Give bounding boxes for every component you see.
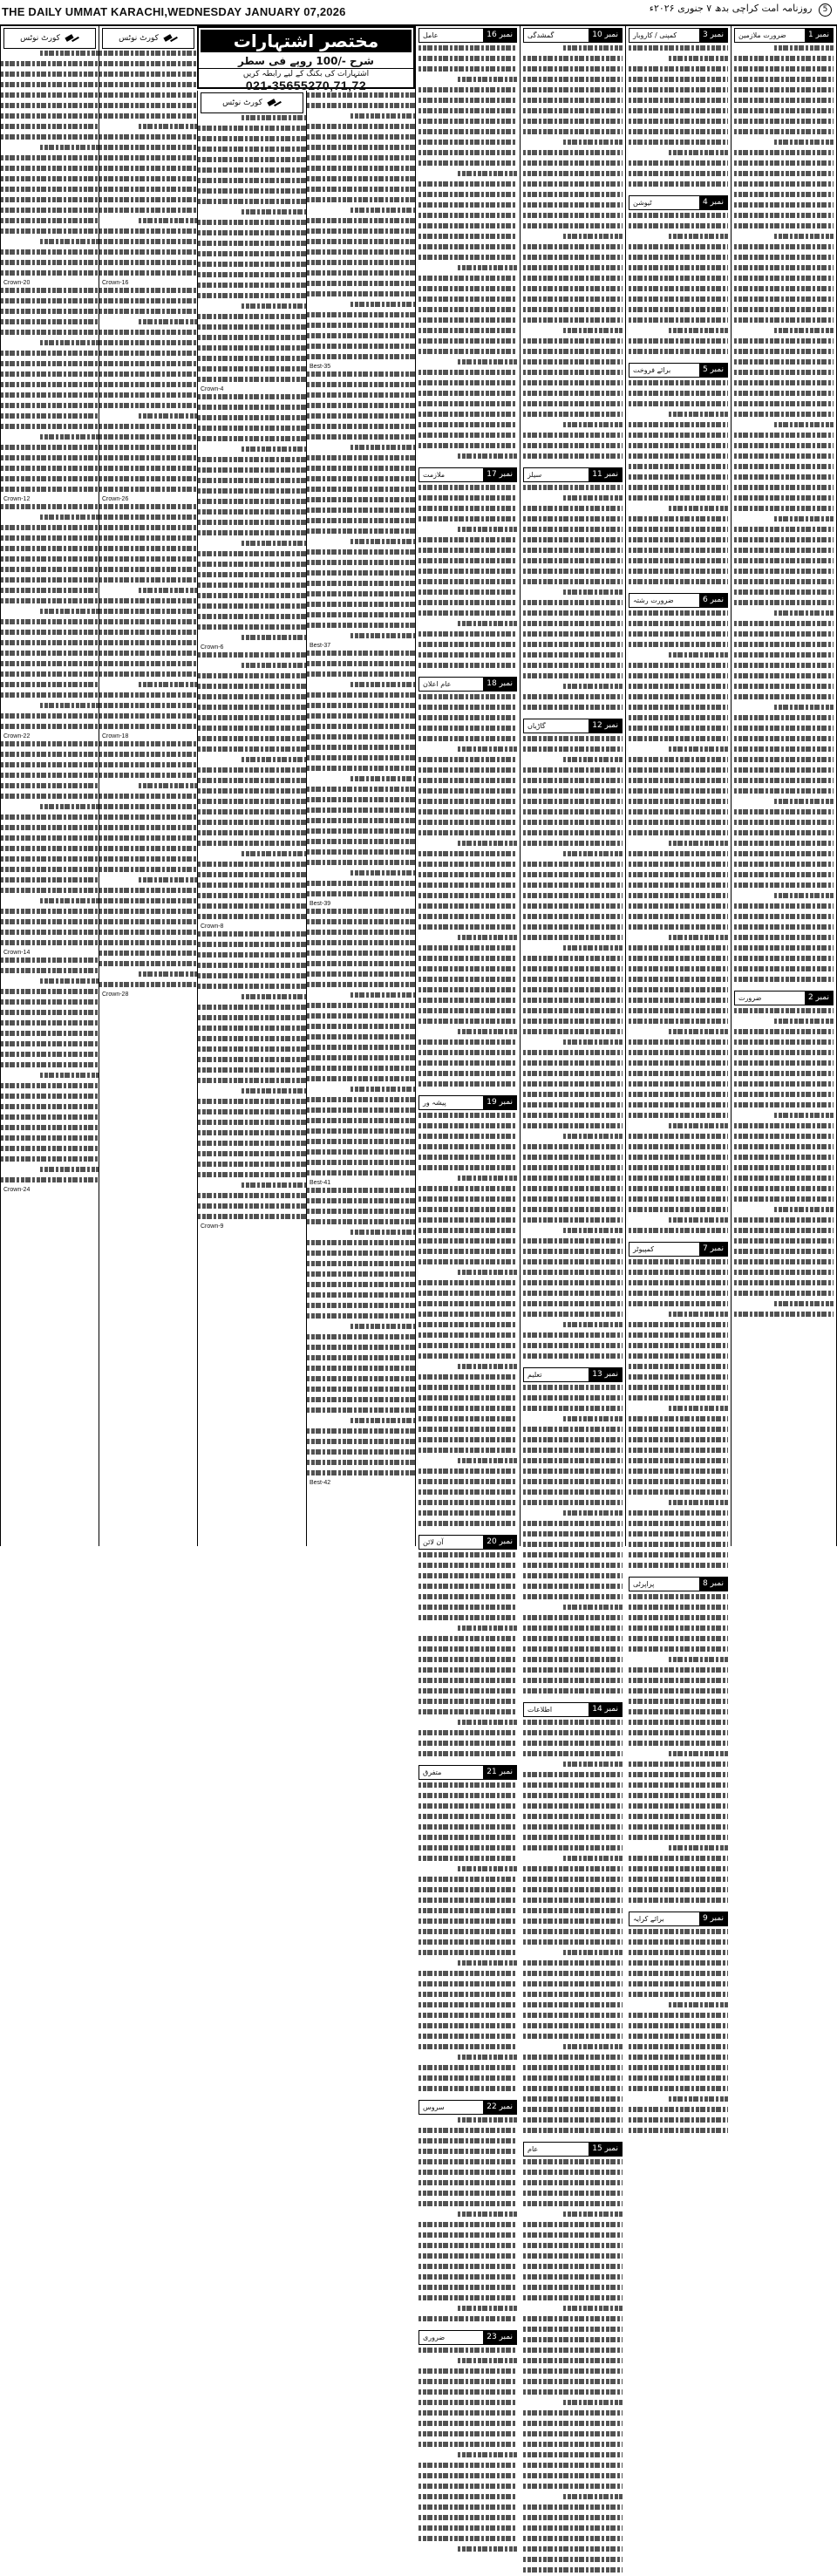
classified-section: [629, 593, 728, 1237]
classified-section-header: [629, 593, 728, 608]
text-body: [99, 51, 197, 279]
classified-section-header: [629, 1242, 728, 1257]
classified-section-label: عام: [527, 2145, 539, 2153]
notice-code: Crown-12: [3, 496, 31, 502]
classified-section-number: نمبر 13: [589, 1368, 622, 1381]
classified-section: [418, 2330, 517, 2555]
classified-section-number: نمبر 21: [483, 1766, 516, 1779]
classified-section-number: نمبر 10: [589, 29, 622, 42]
classified-section-number: نمبر 11: [589, 468, 622, 481]
text-body: [418, 1552, 517, 1760]
court-notice-column-1: [0, 26, 99, 1546]
classified-section-label: پراپرٹی: [633, 1580, 655, 1588]
classified-section-header: [418, 1535, 517, 1550]
text-body: [99, 288, 197, 495]
classified-section: [629, 1242, 728, 1571]
classified-section-header: [734, 991, 834, 1005]
classified-section-number: نمبر 3: [699, 29, 727, 42]
classified-section-label: اطلاعات: [527, 1706, 553, 1714]
text-body: [418, 694, 517, 1090]
classified-section-number: نمبر 5: [699, 364, 727, 377]
notice-code: Crown-28: [102, 992, 129, 998]
classified-section: [523, 1367, 623, 1697]
text-body: [99, 504, 197, 733]
classified-section-number: نمبر 1: [805, 29, 833, 42]
page-number: 5: [819, 3, 832, 17]
classified-section-header: [629, 363, 728, 378]
masthead: [0, 0, 837, 26]
classified-section-number: نمبر 23: [483, 2331, 516, 2344]
text-body: [418, 485, 517, 671]
classified-section-number: نمبر 22: [483, 2101, 516, 2114]
text-body: [307, 909, 415, 1179]
text-body: [523, 485, 623, 713]
classified-section-header: [418, 1095, 517, 1110]
advert-rate: شرح -/100 روپے فی سطر: [199, 54, 413, 69]
classified-section-number: نمبر 9: [699, 1912, 727, 1925]
notice-code: Crown-6: [201, 644, 224, 651]
classified-section: [523, 719, 623, 1362]
court-notice-heading: [201, 92, 303, 113]
classified-section: [418, 1535, 517, 1760]
text-body: [629, 610, 728, 1237]
classified-section-label: ٹیوشن: [633, 199, 652, 207]
text-body: [523, 736, 623, 1362]
classified-section-header: [418, 2330, 517, 2345]
classified-section-number: نمبر 12: [589, 719, 622, 733]
classified-section-label: ضرورت ملازمین: [738, 31, 786, 39]
classified-section-label: عام اعلان: [423, 680, 452, 688]
classified-section-header: [418, 28, 517, 43]
court-notice-column-4: [306, 91, 415, 1546]
notice-code: Best-35: [310, 364, 331, 370]
classified-section-number: نمبر 15: [589, 2143, 622, 2156]
classified-section-number: نمبر 4: [699, 196, 727, 209]
notice-code: Crown-18: [102, 733, 129, 739]
text-body: [629, 45, 728, 190]
classified-section-header: [418, 677, 517, 692]
classified-section: [418, 1765, 517, 2095]
masthead-urdu-text: روزنامہ امت کراچی بدھ ۷ جنوری ۲۰۲۶ء: [649, 3, 813, 14]
classified-section-header: [418, 467, 517, 482]
classified-section-header: [734, 28, 834, 43]
classified-section-label: ضرورت: [738, 994, 762, 1002]
classified-section: [418, 467, 517, 671]
classified-section: [629, 28, 728, 190]
classified-section-header: [523, 2142, 623, 2157]
classified-column-5: [415, 26, 520, 2341]
classified-section-header: [523, 28, 623, 43]
classifieds-sheet: [0, 26, 837, 2341]
classified-section-label: کمپنی / کاروبار: [633, 31, 677, 39]
text-body: [629, 380, 728, 588]
classified-section-number: نمبر 17: [483, 468, 516, 481]
classified-section: [418, 677, 517, 1090]
classified-section-number: نمبر 20: [483, 1536, 516, 1549]
classified-section-header: [523, 1702, 623, 1717]
text-body: [99, 741, 197, 991]
text-body: [307, 651, 415, 900]
classified-section-label: پیشہ ور: [423, 1099, 446, 1107]
text-body: [418, 1782, 517, 2095]
classified-section: [523, 1702, 623, 2136]
classified-section: [418, 2100, 517, 2325]
text-body: [307, 92, 415, 363]
classified-section-header: [523, 1367, 623, 1382]
text-body: [523, 45, 623, 462]
text-body: [523, 2159, 623, 2576]
classified-section-label: عامل: [423, 31, 439, 39]
court-notice-label: کورٹ نوٹس: [119, 34, 159, 43]
classified-section-number: نمبر 2: [805, 992, 833, 1005]
text-body: [1, 741, 99, 949]
classified-section: [734, 991, 834, 1320]
advert-title: مختصر اشتہارات: [201, 30, 412, 52]
classified-section-header: [523, 467, 623, 482]
court-notice-label: کورٹ نوٹس: [20, 34, 60, 43]
notice-code: Crown-26: [102, 496, 129, 502]
text-body: [307, 371, 415, 642]
classified-section-number: نمبر 6: [699, 594, 727, 607]
text-body: [418, 1113, 517, 1530]
classified-section-header: [418, 2100, 517, 2115]
classified-section-header: [629, 1912, 728, 1926]
classified-section-number: نمبر 7: [699, 1243, 727, 1256]
classified-section-label: سروس: [423, 2103, 445, 2111]
classified-section: [629, 363, 728, 588]
court-notice-heading: [102, 28, 194, 49]
notice-code: Crown-4: [201, 386, 224, 392]
classified-column-6: [520, 26, 625, 2153]
text-body: [418, 2348, 517, 2555]
text-body: [418, 2117, 517, 2325]
text-body: [629, 213, 728, 358]
classified-section: [734, 28, 834, 985]
text-body: [1, 288, 99, 495]
classified-section-label: سیلز: [527, 471, 542, 479]
classified-section: [523, 467, 623, 713]
classified-section-label: ضرورت رشتہ: [633, 596, 674, 604]
classified-section-label: گاڑیاں: [527, 722, 546, 730]
notice-code: Crown-20: [3, 280, 31, 286]
text-body: [523, 1385, 623, 1697]
classified-section-header: [523, 719, 623, 733]
classified-section-label: کمپیوٹر: [633, 1245, 655, 1253]
text-body: [307, 1188, 415, 1479]
classified-section: [418, 28, 517, 462]
court-notice-heading: [3, 28, 96, 49]
classified-section-label: متفرق: [423, 1768, 442, 1776]
text-body: [198, 115, 306, 385]
advert-phone: 021-35655270,71,72: [245, 78, 367, 92]
gavel-icon: [65, 34, 79, 43]
classified-section: [629, 1577, 728, 1906]
classified-section: [523, 2142, 623, 2576]
gavel-icon: [268, 99, 282, 107]
classified-section-number: نمبر 18: [483, 678, 516, 691]
text-body: [1, 51, 99, 279]
masthead-urdu-title: [650, 3, 832, 17]
notice-code: Crown-22: [3, 733, 31, 739]
classified-section-number: نمبر 19: [483, 1096, 516, 1109]
classified-section-number: نمبر 16: [483, 29, 516, 42]
text-body: [629, 1594, 728, 1906]
text-body: [523, 1720, 623, 2136]
court-notice-column-2: [99, 26, 197, 1546]
text-body: [629, 1259, 728, 1571]
court-notice-label: کورٹ نوٹس: [222, 99, 262, 107]
text-body: [734, 45, 834, 985]
classified-section-number: نمبر 8: [699, 1578, 727, 1591]
classified-section-header: [629, 1577, 728, 1591]
classified-section-label: برائے کرایہ: [633, 1915, 664, 1923]
masthead-english-title: THE DAILY UMMAT KARACHI,WEDNESDAY JANUARY 07,2026: [2, 5, 346, 18]
notice-code: Best-41: [310, 1180, 331, 1186]
text-body: [1, 957, 99, 1186]
gavel-icon: [164, 34, 178, 43]
notice-code: Best-37: [310, 643, 331, 649]
text-body: [1, 504, 99, 733]
classified-section-label: آن لائن: [423, 1538, 444, 1546]
text-body: [418, 45, 517, 462]
classified-column-7: [625, 26, 731, 1923]
text-body: [198, 931, 306, 1223]
classified-section-label: ملازمت: [423, 471, 446, 479]
classified-section-label: تعلیم: [527, 1371, 542, 1379]
classified-rate-advert: [197, 26, 415, 92]
notice-code: Crown-24: [3, 1187, 31, 1193]
text-body: [198, 394, 306, 644]
classified-section-label: ضروری: [423, 2334, 446, 2341]
text-body: [198, 652, 306, 923]
classified-column-8: [731, 26, 837, 1546]
notice-code: Best-42: [310, 1480, 331, 1486]
text-body: [734, 1008, 834, 1320]
notice-code: Best-39: [310, 901, 331, 907]
classified-section-header: [629, 195, 728, 210]
text-body: [629, 1929, 728, 2136]
classified-section-label: گمشدگی: [527, 31, 555, 39]
notice-code: Crown-14: [3, 950, 31, 956]
advert-booking-text: اشتہارات کی بکنگ کے لیے رابطہ کریں: [242, 70, 370, 78]
notice-code: Crown-9: [201, 1223, 224, 1230]
classified-section: [523, 28, 623, 462]
classified-section: [629, 195, 728, 358]
notice-code: Crown-16: [102, 280, 129, 286]
classified-section-header: [629, 28, 728, 43]
classified-section-label: برائے فروخت: [633, 366, 671, 374]
classified-section-header: [418, 1765, 517, 1780]
classified-section-number: نمبر 14: [589, 1703, 622, 1716]
classified-section: [629, 1912, 728, 2136]
classified-section: [418, 1095, 517, 1530]
notice-code: Crown-8: [201, 923, 224, 930]
court-notice-column-3: [197, 91, 306, 1546]
